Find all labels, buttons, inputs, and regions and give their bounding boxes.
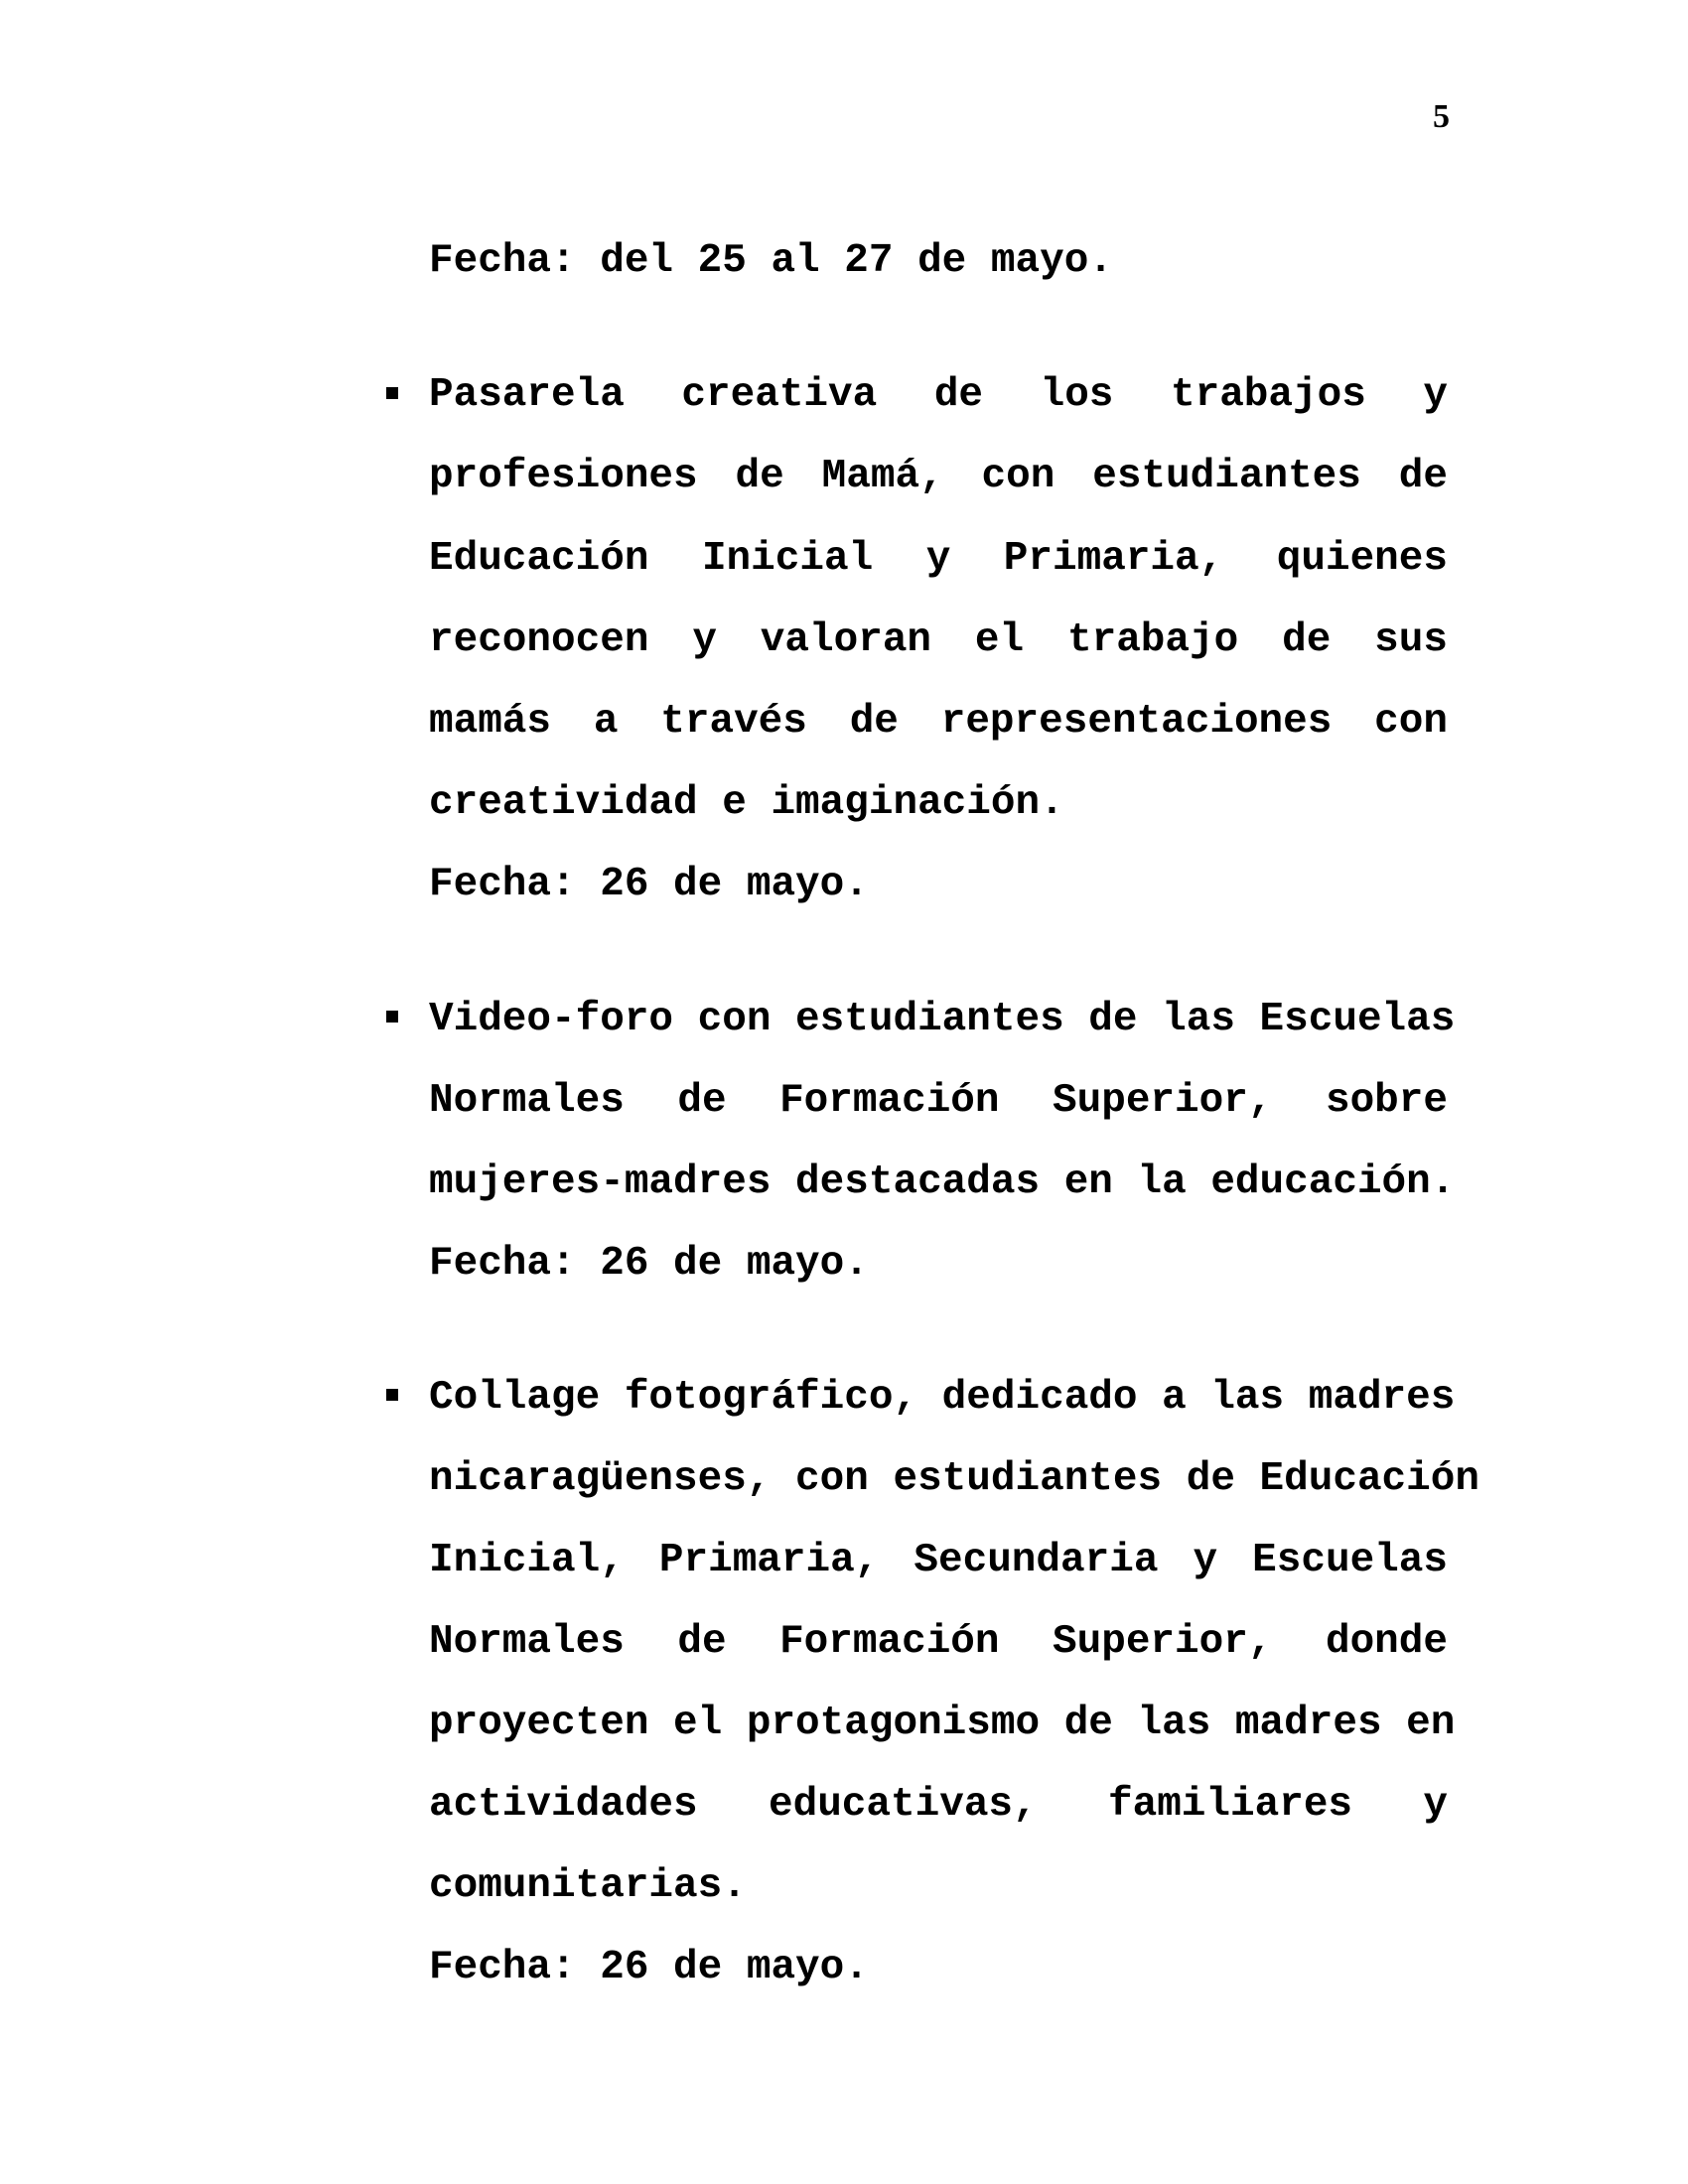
item-2-line-2: Normales de Formación Superior, sobre (429, 1078, 1448, 1124)
bullet-icon (386, 1389, 398, 1401)
item-3-line-7: comunitarias. (429, 1863, 747, 1909)
item-1-line-6: creatividad e imaginación. (429, 780, 1064, 826)
item-2-date: Fecha: 26 de mayo. (429, 1241, 869, 1287)
item-3-line-5: proyecten el protagonismo de las madres en (429, 1701, 1456, 1746)
item-1-date: Fecha: 26 de mayo. (429, 862, 869, 907)
item-3-line-3: Inicial, Primaria, Secundaria y Escuelas (429, 1538, 1448, 1583)
item-2-line-3: mujeres-madres destacadas en la educación. (429, 1160, 1456, 1205)
item-3-line-4: Normales de Formación Superior, donde (429, 1619, 1448, 1665)
item-1-line-3: Educación Inicial y Primaria, quienes (429, 536, 1448, 582)
item-3-date: Fecha: 26 de mayo. (429, 1945, 869, 1990)
page-number: 5 (1433, 98, 1450, 135)
intro-date: Fecha: del 25 al 27 de mayo. (429, 238, 1113, 284)
item-3-line-6: actividades educativas, familiares y (429, 1782, 1448, 1828)
bullet-icon (386, 1011, 398, 1023)
item-1-line-2: profesiones de Mamá, con estudiantes de (429, 454, 1448, 499)
item-1-line-1: Pasarela creativa de los trabajos y (429, 372, 1448, 418)
item-1-line-5: mamás a través de representaciones con (429, 699, 1448, 745)
item-2-line-1: Video-foro con estudiantes de las Escuelas (429, 997, 1456, 1042)
item-1-line-4: reconocen y valoran el trabajo de sus (429, 617, 1448, 663)
bullet-icon (386, 387, 398, 399)
item-3-line-2: nicaragüenses, con estudiantes de Educación (429, 1456, 1479, 1502)
item-3-line-1: Collage fotográfico, dedicado a las madres (429, 1375, 1456, 1421)
